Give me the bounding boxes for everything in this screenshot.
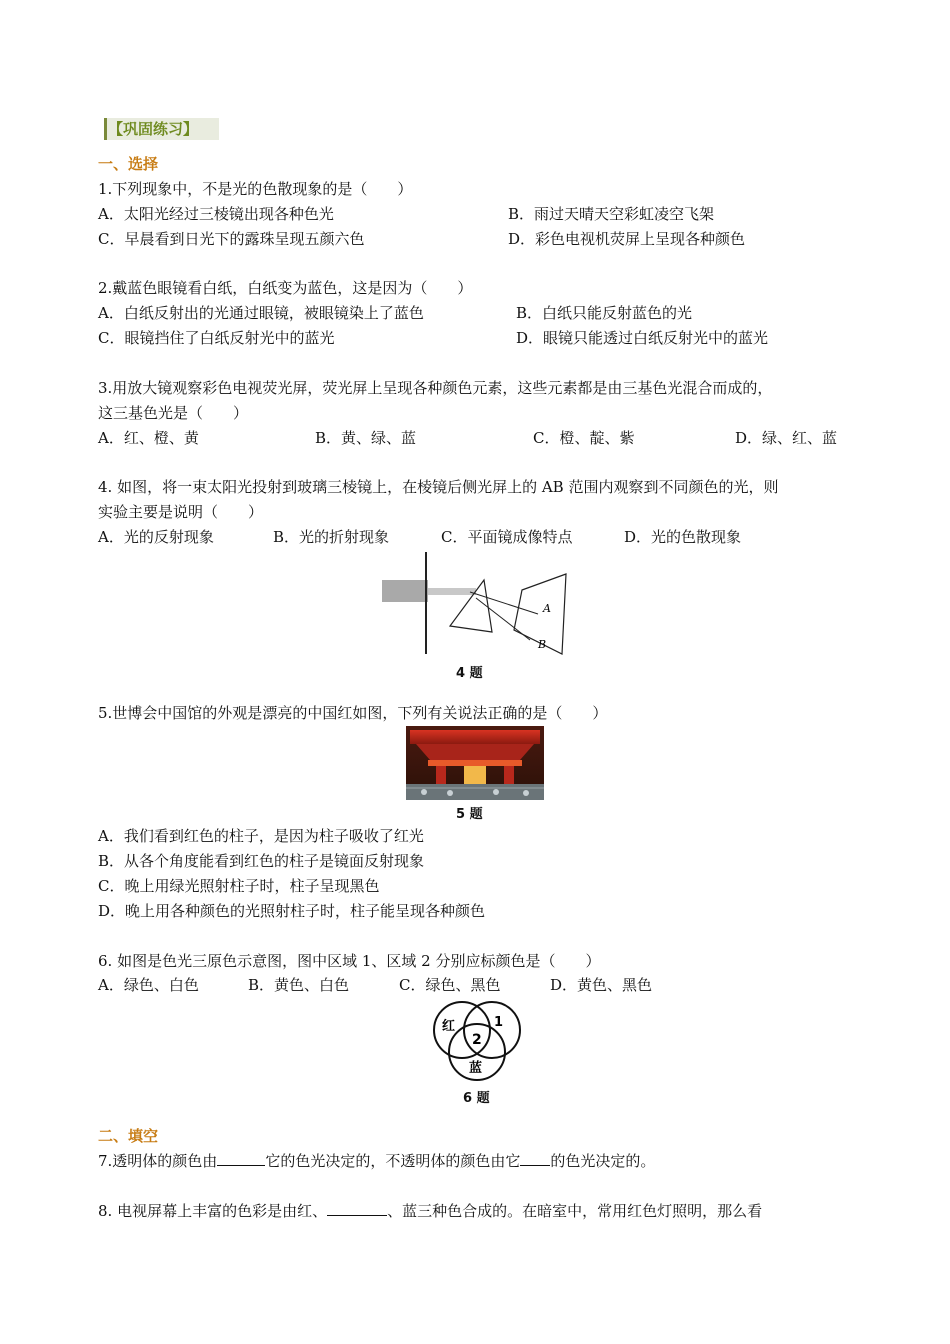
q1-option-c: C．早晨看到日光下的露珠呈现五颜六色 xyxy=(98,230,365,248)
q4-option-c: C．平面镜成像特点 xyxy=(441,528,573,546)
light-source-block xyxy=(382,580,428,602)
refracted-ray-top xyxy=(470,592,538,614)
q1-option-a: A．太阳光经过三棱镜出现各种色光 xyxy=(98,205,334,223)
q3-option-a: A．红、橙、黄 xyxy=(98,429,199,447)
q7-blank-1[interactable] xyxy=(217,1151,265,1166)
region-1-label: 1 xyxy=(494,1015,504,1030)
section-title-choice: 一、选择 xyxy=(98,155,159,173)
q6-option-a: A．绿色、白色 xyxy=(98,976,199,994)
q6-figure-caption: 6 题 xyxy=(463,1091,490,1106)
china-pavilion-photo xyxy=(406,726,544,800)
q5-option-d: D．晚上用各种颜色的光照射柱子时，柱子能呈现各种颜色 xyxy=(98,902,486,920)
q3-stem-line2: 这三基色光是（ ） xyxy=(98,404,249,422)
q7-blank-2[interactable] xyxy=(520,1151,550,1166)
q4-option-b: B．光的折射现象 xyxy=(273,528,390,546)
q5-stem: 5.世博会中国馆的外观是漂亮的中国红如图，下列有关说法正确的是（ ） xyxy=(98,704,608,722)
q6-option-d: D．黄色、黑色 xyxy=(550,976,653,994)
q8-blank-1[interactable] xyxy=(327,1201,387,1216)
blue-label: 蓝 xyxy=(469,1061,483,1076)
q4-figure-caption: 4 题 xyxy=(456,666,483,681)
q8-text-1: 8. 电视屏幕上丰富的色彩是由红、 xyxy=(98,1202,328,1220)
q3-option-d: D．绿、红、蓝 xyxy=(735,429,838,447)
q4-option-d: D．光的色散现象 xyxy=(624,528,742,546)
q7-text-1: 7.透明体的颜色由 xyxy=(98,1152,218,1170)
three-primary-colors-figure xyxy=(424,998,528,1082)
q5-option-a: A．我们看到红色的柱子，是因为柱子吸收了红光 xyxy=(98,827,424,845)
q7-sentence xyxy=(98,1151,655,1171)
q4-option-a: A．光的反射现象 xyxy=(98,528,214,546)
q2-option-d: D．眼镜只能透过白纸反射光中的蓝光 xyxy=(516,329,769,347)
q4-stem-line2: 实验主要是说明（ ） xyxy=(98,503,264,521)
point-a-label: A xyxy=(543,602,551,615)
q8-sentence xyxy=(98,1201,762,1221)
q3-option-c: C．橙、靛、紫 xyxy=(533,429,635,447)
q2-option-a: A．白纸反射出的光通过眼镜，被眼镜染上了蓝色 xyxy=(98,304,424,322)
q4-stem-line1: 4. 如图，将一束太阳光投射到玻璃三棱镜上，在棱镜后侧光屏上的 AB 范围内观察到不同颜色的光，则 xyxy=(98,478,779,496)
section-title-fill: 二、填空 xyxy=(98,1127,159,1145)
q2-option-c: C．眼镜挡住了白纸反射光中的蓝光 xyxy=(98,329,335,347)
q5-option-c: C．晚上用绿光照射柱子时，柱子呈现黑色 xyxy=(98,877,380,895)
page-title: 【巩固练习】 xyxy=(108,120,199,138)
q6-option-c: C．绿色、黑色 xyxy=(399,976,501,994)
q1-stem: 1.下列现象中，不是光的色散现象的是（ ） xyxy=(98,180,413,198)
q7-text-3: 的色光决定的。 xyxy=(550,1152,656,1170)
q8-text-2: 、蓝三种色合成的。在暗室中，常用红色灯照明，那么看 xyxy=(387,1202,763,1220)
q1-option-d: D．彩色电视机荧屏上呈现各种颜色 xyxy=(508,230,746,248)
region-2-label: 2 xyxy=(472,1032,482,1048)
q7-text-2: 它的色光决定的，不透明体的颜色由它 xyxy=(265,1152,521,1170)
prism-dispersion-figure xyxy=(378,548,578,658)
light-beam xyxy=(428,588,476,595)
q2-option-b: B．白纸只能反射蓝色的光 xyxy=(516,304,693,322)
q1-option-b: B．雨过天晴天空彩虹凌空飞架 xyxy=(508,205,715,223)
q3-option-b: B．黄、绿、蓝 xyxy=(315,429,417,447)
green-circle xyxy=(464,1002,520,1058)
q2-stem: 2.戴蓝色眼镜看白纸，白纸变为蓝色，这是因为（ ） xyxy=(98,279,473,297)
q5-option-b: B．从各个角度能看到红色的柱子是镜面反射现象 xyxy=(98,852,425,870)
q6-stem: 6. 如图是色光三原色示意图，图中区域 1、区域 2 分别应标颜色是（ ） xyxy=(98,952,601,970)
q6-option-b: B．黄色、白色 xyxy=(248,976,350,994)
point-b-label: B xyxy=(538,638,547,651)
q5-figure-caption: 5 题 xyxy=(456,807,483,822)
red-label: 红 xyxy=(442,1019,456,1034)
q3-stem-line1: 3.用放大镜观察彩色电视荧光屏，荧光屏上呈现各种颜色元素，这些元素都是由三基色光混合而成的， xyxy=(98,379,773,397)
